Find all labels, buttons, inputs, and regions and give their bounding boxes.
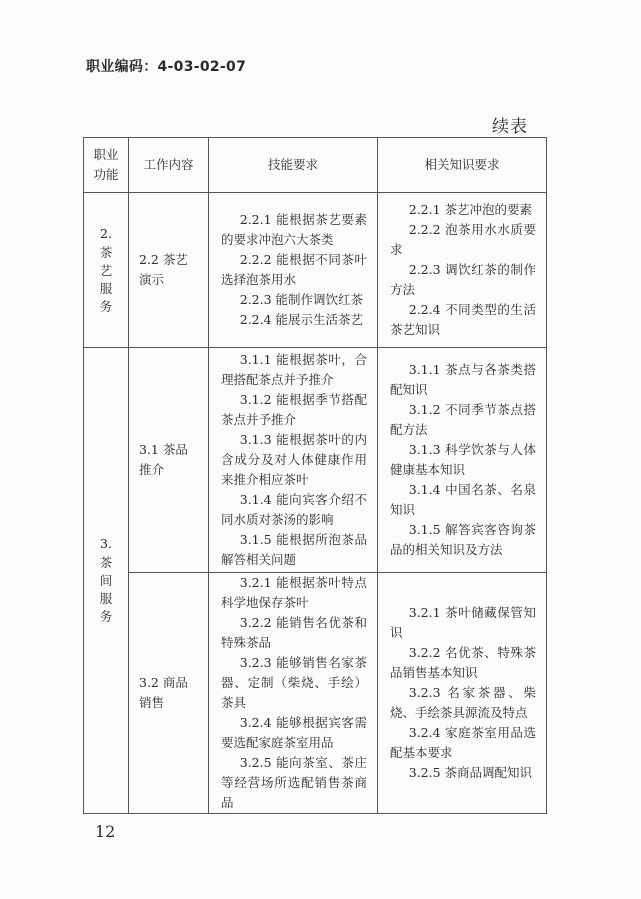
work-content: 3.1 茶品推介 (139, 442, 188, 477)
col-header-function-label: 职业功能 (93, 147, 119, 182)
skill-item: 2.2.4 能展示生活茶艺 (239, 312, 364, 327)
col-header-skill: 技能要求 (209, 138, 378, 193)
skills-table (83, 137, 547, 814)
knowledge-item: 3.2.5 茶商品调配知识 (408, 765, 533, 780)
function-cell-tea-room (84, 348, 129, 814)
knowledge-item: 2.2.3 调饮红茶的制作方法 (390, 262, 536, 297)
knowledge-item: 3.2.4 家庭茶室用品选配基本要求 (390, 725, 536, 760)
skill-item: 3.1.2 能根据季节搭配茶点并予推介 (221, 392, 367, 427)
skill-item: 3.1.1 能根据茶叶，合理搭配茶点并予推介 (221, 352, 367, 387)
knowledge-item: 3.2.1 茶叶储藏保管知识 (390, 605, 536, 640)
knowledge-cell (378, 348, 547, 573)
skill-cell (209, 193, 378, 348)
knowledge-item: 3.2.2 名优茶、特殊茶品销售基本知识 (390, 645, 536, 680)
occupation-code: 职业编码：4-03-02-07 (86, 59, 247, 75)
skill-item: 3.2.4 能够根据宾客需要选配家庭茶室用品 (221, 715, 367, 750)
table-row (84, 348, 547, 573)
skill-item: 3.2.5 能向茶室、茶庄等经营场所选配销售茶商品 (221, 755, 367, 810)
skill-item: 3.1.5 能根据所泡茶品解答相关问题 (221, 532, 367, 567)
knowledge-item: 2.2.1 茶艺冲泡的要素 (408, 202, 533, 217)
knowledge-item: 3.1.4 中国名茶、名泉知识 (390, 482, 536, 517)
skill-item: 3.2.3 能够销售名家茶器、定制（柴烧、手绘）茶具 (221, 655, 367, 710)
work-content-cell (129, 193, 209, 348)
skill-item: 3.2.2 能销售名优茶和特殊茶品 (221, 615, 367, 650)
knowledge-cell (378, 573, 547, 814)
skill-cell (209, 348, 378, 573)
skill-item: 2.2.1 能根据茶艺要素的要求冲泡六大茶类 (221, 212, 367, 247)
knowledge-item: 2.2.2 泡茶用水水质要求 (390, 222, 536, 257)
col-header-work-content: 工作内容 (129, 138, 209, 193)
col-header-knowledge: 相关知识要求 (378, 138, 547, 193)
table-row (84, 193, 547, 348)
table-row (84, 573, 547, 814)
skill-cell (209, 573, 378, 814)
skill-item: 2.2.3 能制作调饮红茶 (239, 292, 364, 307)
skill-item: 3.1.4 能向宾客介绍不同水质对茶汤的影响 (221, 492, 367, 527)
knowledge-item: 3.2.3 名家茶器、柴烧、手绘茶具源流及特点 (390, 685, 536, 720)
function-number: 2. (100, 225, 112, 241)
function-number: 3. (100, 536, 112, 551)
function-name: 茶艺服务 (99, 244, 113, 314)
page-number: 12 (95, 822, 116, 841)
knowledge-item: 3.1.5 解答宾客咨询茶品的相关知识及方法 (390, 522, 536, 557)
work-content: 2.2 茶艺演示 (139, 252, 188, 287)
table-header-row (84, 138, 547, 193)
skill-item: 3.1.3 能根据茶叶的内含成分及对人体健康作用来推介相应茶叶 (221, 432, 367, 487)
function-name: 茶间服务 (99, 555, 113, 624)
skill-item: 3.2.1 能根据茶叶特点科学地保存茶叶 (221, 575, 367, 610)
col-header-function (84, 138, 129, 193)
knowledge-item: 3.1.2 不同季节茶点搭配方法 (390, 402, 536, 437)
skill-item: 2.2.2 能根据不同茶叶选择泡茶用水 (221, 252, 367, 287)
work-content-cell (129, 348, 209, 573)
work-content: 3.2 商品销售 (139, 675, 188, 710)
knowledge-item: 3.1.3 科学饮茶与人体健康基本知识 (390, 442, 536, 477)
knowledge-item: 2.2.4 不同类型的生活茶艺知识 (390, 302, 536, 337)
function-cell-tea-art (84, 193, 129, 348)
work-content-cell (129, 573, 209, 814)
continued-label: 续表 (492, 117, 528, 137)
knowledge-item: 3.1.1 茶点与各茶类搭配知识 (390, 362, 536, 397)
knowledge-cell (378, 193, 547, 348)
